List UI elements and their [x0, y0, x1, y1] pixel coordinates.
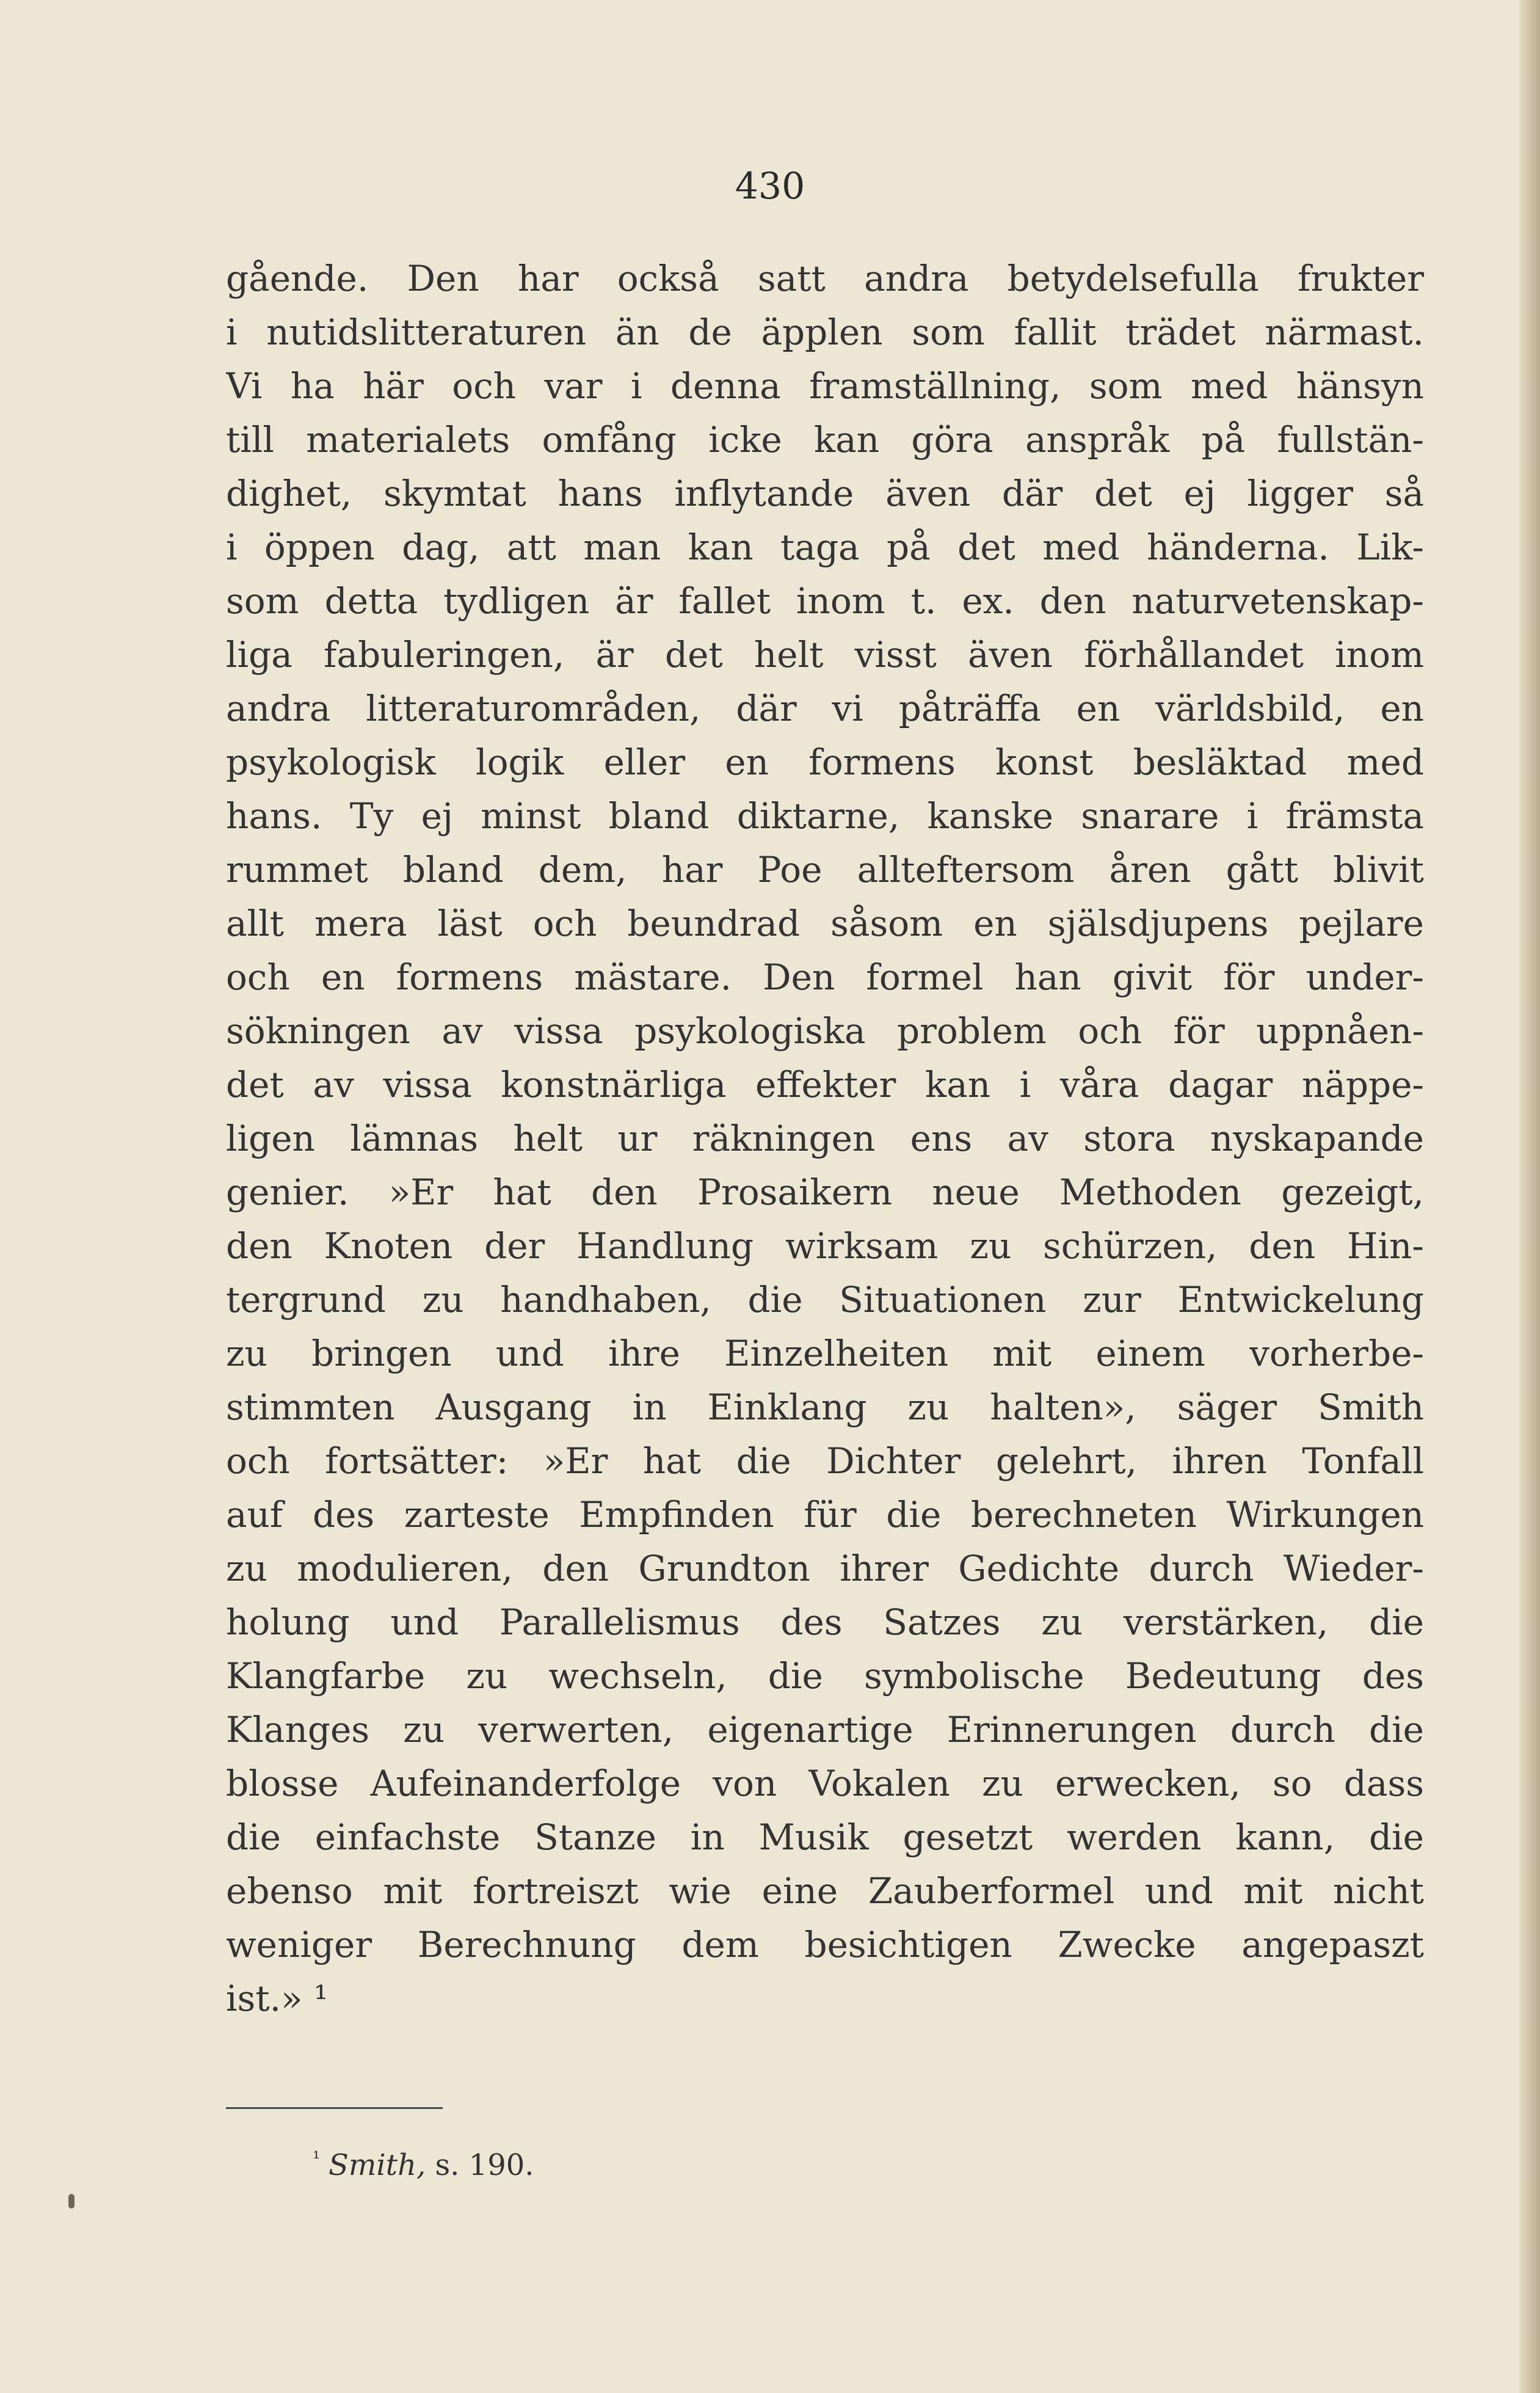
text-line: rummet bland dem, har Poe allteftersom åren gått blivit — [226, 849, 1424, 891]
text-line: liga fabuleringen, är det helt visst även förhållandet inom — [226, 634, 1424, 676]
text-line: det av vissa konstnärliga effekter kan i våra dagar näppe- — [226, 1064, 1424, 1105]
text-line: ebenso mit fortreiszt wie eine Zauberformel und mit nicht — [226, 1870, 1424, 1912]
text-line: Vi ha här och var i denna framställning, som med hänsyn — [226, 365, 1424, 407]
text-line: andra litteraturområden, där vi påträffa en världsbild, en — [226, 688, 1424, 729]
page-edge-shadow — [1519, 0, 1540, 2393]
text-line: holung und Parallelismus des Satzes zu verstärken, die — [226, 1601, 1424, 1643]
text-line: weniger Berechnung dem besichtigen Zwecke angepaszt — [226, 1924, 1424, 1965]
text-line: blosse Aufeinanderfolge von Vokalen zu erwecken, so dass — [226, 1763, 1424, 1804]
text-line: Klanges zu verwerten, eigenartige Erinnerungen durch die — [226, 1709, 1424, 1750]
text-line: stimmten Ausgang in Einklang zu halten», säger Smith — [226, 1386, 1424, 1428]
text-line: och en formens mästare. Den formel han givit för under- — [226, 956, 1424, 998]
text-line: tergrund zu handhaben, die Situationen zur Entwickelung — [226, 1279, 1424, 1320]
text-line: i nutidslitteraturen än de äpplen som fallit trädet närmast. — [226, 311, 1424, 353]
text-line: i öppen dag, att man kan taga på det med händerna. Lik- — [226, 526, 1424, 568]
text-line: gående. Den har också satt andra betydelsefulla frukter — [226, 258, 1424, 299]
text-line: zu bringen und ihre Einzelheiten mit einem vorherbe- — [226, 1333, 1424, 1374]
text-line: till materialets omfång icke kan göra anspråk på fullstän- — [226, 419, 1424, 461]
text-line: som detta tydligen är fallet inom t. ex. den naturvetenskap- — [226, 580, 1424, 622]
text-line: Klangfarbe zu wechseln, die symbolische Bedeutung des — [226, 1655, 1424, 1697]
page-number: 430 — [735, 165, 805, 208]
footnote-mark: ¹ — [313, 2148, 321, 2169]
text-line: psykologisk logik eller en formens konst besläktad med — [226, 741, 1424, 783]
text-line-last: ist.» ¹ — [226, 1978, 329, 2019]
text-line: sökningen av vissa psykologiska problem och för uppnåen- — [226, 1010, 1424, 1052]
text-line: allt mera läst och beundrad såsom en själsdjupens pejlare — [226, 903, 1424, 944]
text-line: ligen lämnas helt ur räkningen ens av stora nyskapande — [226, 1118, 1424, 1159]
margin-speck — [68, 2194, 74, 2209]
text-line: och fortsätter: »Er hat die Dichter gelehrt, ihren Tonfall — [226, 1440, 1424, 1482]
text-line: dighet, skymtat hans inflytande även där det ej ligger så — [226, 473, 1424, 514]
text-line: zu modulieren, den Grundton ihrer Gedichte durch Wieder- — [226, 1548, 1424, 1589]
text-line: hans. Ty ej minst bland diktarne, kanske snarare i främsta — [226, 795, 1424, 837]
text-line: die einfachste Stanze in Musik gesetzt werden kann, die — [226, 1816, 1424, 1858]
text-line: genier. »Er hat den Prosaikern neue Methoden gezeigt, — [226, 1171, 1424, 1213]
footnote-author: Smith, — [329, 2148, 426, 2182]
footnote-reference: s. 190. — [435, 2148, 534, 2182]
footnote-divider — [226, 2107, 443, 2109]
text-line: den Knoten der Handlung wirksam zu schürzen, den Hin- — [226, 1225, 1424, 1267]
body-text — [226, 252, 1424, 2025]
footnote — [313, 2138, 534, 2187]
text-line: auf des zarteste Empfinden für die berechneten Wirkungen — [226, 1494, 1424, 1535]
